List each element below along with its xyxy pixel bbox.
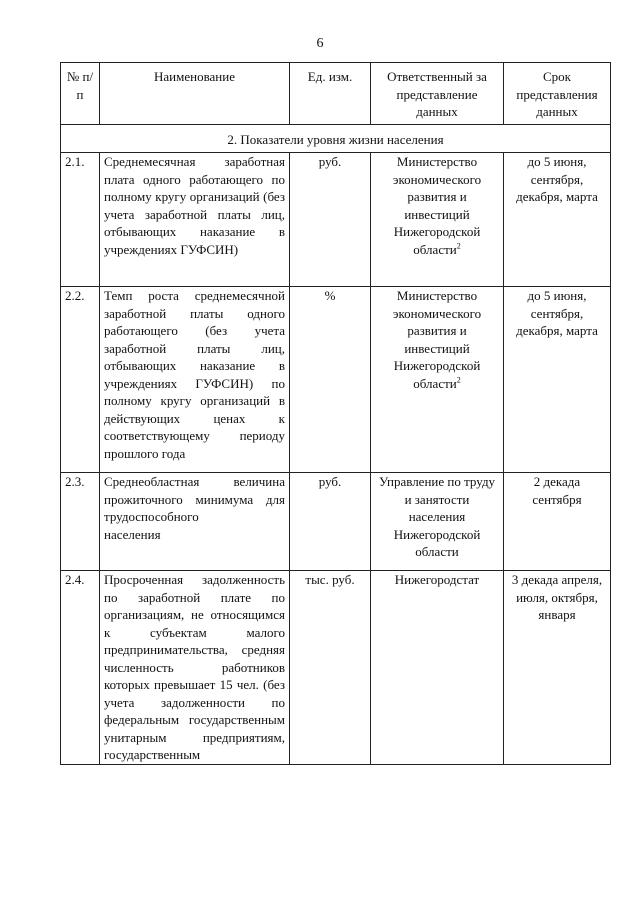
- row-name: Просроченная задолженность по заработной плате по организациям, не относящимся к субъектам малого предпринимательства, средняя численность работников которых превышает 15 чел. (без учета задолженности по федеральным государственным унитарным предприятиям, государственным: [100, 571, 290, 765]
- table-row: [61, 571, 611, 765]
- row-num: 2.2.: [61, 287, 100, 473]
- row-term: до 5 июня, сентября, декабря, марта: [504, 153, 611, 287]
- header-num: № п/п: [61, 63, 100, 125]
- indicators-table: [60, 62, 611, 765]
- row-responsible: Министерство экономического развития и инвестиций Нижегородской области$^2$: [371, 153, 504, 287]
- row-name: Среднеобластная величина прожиточного минимума для трудоспособного населения: [100, 473, 290, 571]
- row-unit: руб.: [290, 473, 371, 571]
- row-unit: руб.: [290, 153, 371, 287]
- table-row: [61, 473, 611, 571]
- row-num: 2.3.: [61, 473, 100, 571]
- header-unit: Ед. изм.: [290, 63, 371, 125]
- row-responsible: Управление по труду и занятости населения Нижегородской области: [371, 473, 504, 571]
- row-term: 3 декада апреля, июля, октября, января: [504, 571, 611, 765]
- header-term: Срок представления данных: [504, 63, 611, 125]
- row-responsible: Нижегородстат: [371, 571, 504, 765]
- section-row: [61, 124, 611, 153]
- header-responsible: Ответственный за представление данных: [371, 63, 504, 125]
- row-num: 2.4.: [61, 571, 100, 765]
- row-unit: %: [290, 287, 371, 473]
- section-title: 2. Показатели уровня жизни населения: [61, 124, 611, 153]
- row-responsible: Министерство экономического развития и инвестиций Нижегородской области$^2$: [371, 287, 504, 473]
- page-number: 6: [316, 36, 324, 51]
- table-row: [61, 287, 611, 473]
- header-name: Наименование: [100, 63, 290, 125]
- table-header-row: [61, 63, 611, 125]
- table-row: [61, 153, 611, 287]
- row-num: 2.1.: [61, 153, 100, 287]
- row-name: Темп роста среднемесячной заработной платы одного работающего (без учета заработной платы лиц, отбывающих наказание в учреждениях ГУФСИН) по полному кругу организаций в действующих ценах к соответствующему периоду прошлого года: [100, 287, 290, 473]
- row-term: 2 декада сентября: [504, 473, 611, 571]
- row-term: до 5 июня, сентября, декабря, марта: [504, 287, 611, 473]
- row-name: Среднемесячная заработная плата одного работающего по полному кругу организаций (без учета заработной платы лиц, отбывающих наказание в учреждениях ГУФСИН): [100, 153, 290, 287]
- row-unit: тыс. руб.: [290, 571, 371, 765]
